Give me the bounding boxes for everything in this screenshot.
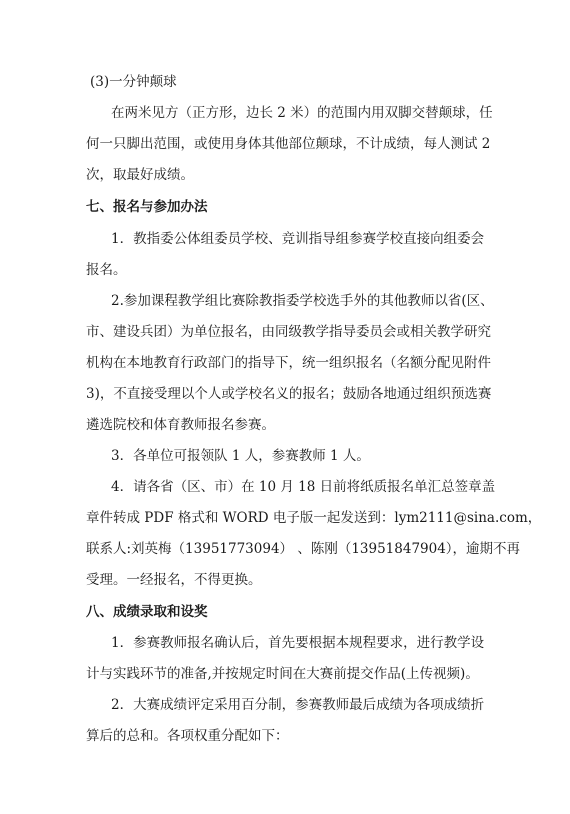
s7-p1-line-2: 报名。 (86, 262, 127, 278)
s7-p2-line-5: 遴选院校和体育教师报名参赛。 (86, 417, 275, 433)
item3-title: (3)一分钟颠球 (90, 74, 177, 90)
s7-p2-line-4: 3)，不直接受理以个人或学校名义的报名；鼓励各地通过组织预选赛 (86, 386, 492, 402)
s7-p4-line-4: 受理。一经报名，不得更换。 (86, 572, 262, 588)
s8-p2-line-2: 算后的总和。各项权重分配如下： (86, 728, 289, 744)
s7-p2-line-3: 机构在本地教育行政部门的指导下，统一组织报名（名额分配见附件 (86, 355, 491, 371)
item3-line-3: 次，取最好成绩。 (86, 167, 194, 183)
section7-heading: 七、报名与参加办法 (86, 199, 208, 215)
s7-p4-line-1: 4．请各省（区、市）在 10 月 18 日前将纸质报名单汇总签章盖 (111, 479, 496, 495)
s8-p2-line-1: 2．大赛成绩评定采用百分制，参赛教师最后成绩为各项成绩折 (111, 697, 485, 713)
s8-p1-line-2: 计与实践环节的准备,并按规定时间在大赛前提交作品(上传视频)。 (86, 666, 479, 682)
s7-p2-line-1: 2.参加课程教学组比赛除教指委学校选手外的其他教师以省(区、 (111, 293, 494, 309)
s8-p1-line-1: 1．参赛教师报名确认后，首先要根据本规程要求，进行教学设 (111, 635, 485, 651)
item3-line-1: 在两米见方（正方形，边长 2 米）的范围内用双脚交替颠球，任 (111, 105, 493, 121)
s7-p1-line-1: 1．教指委公体组委员学校、竞训指导组参赛学校直接向组委会 (111, 231, 485, 247)
item3-line-2: 何一只脚出范围，或使用身体其他部位颠球，不计成绩，每人测试 2 (86, 136, 491, 152)
section8-heading: 八、成绩录取和设奖 (86, 604, 208, 620)
s7-p3: 3．各单位可报领队 1 人，参赛教师 1 人。 (111, 448, 370, 464)
s7-p2-line-2: 市、建设兵团）为单位报名，由同级教学指导委员会或相关教学研究 (86, 324, 491, 340)
s7-p4-line-3: 联系人:刘英梅（13951773094） 、陈刚（13951847904），逾期不再 (86, 541, 521, 557)
s7-p4-line-2: 章件转成 PDF 格式和 WORD 电子版一起发送到：lym2111@sina.com， (86, 510, 542, 526)
